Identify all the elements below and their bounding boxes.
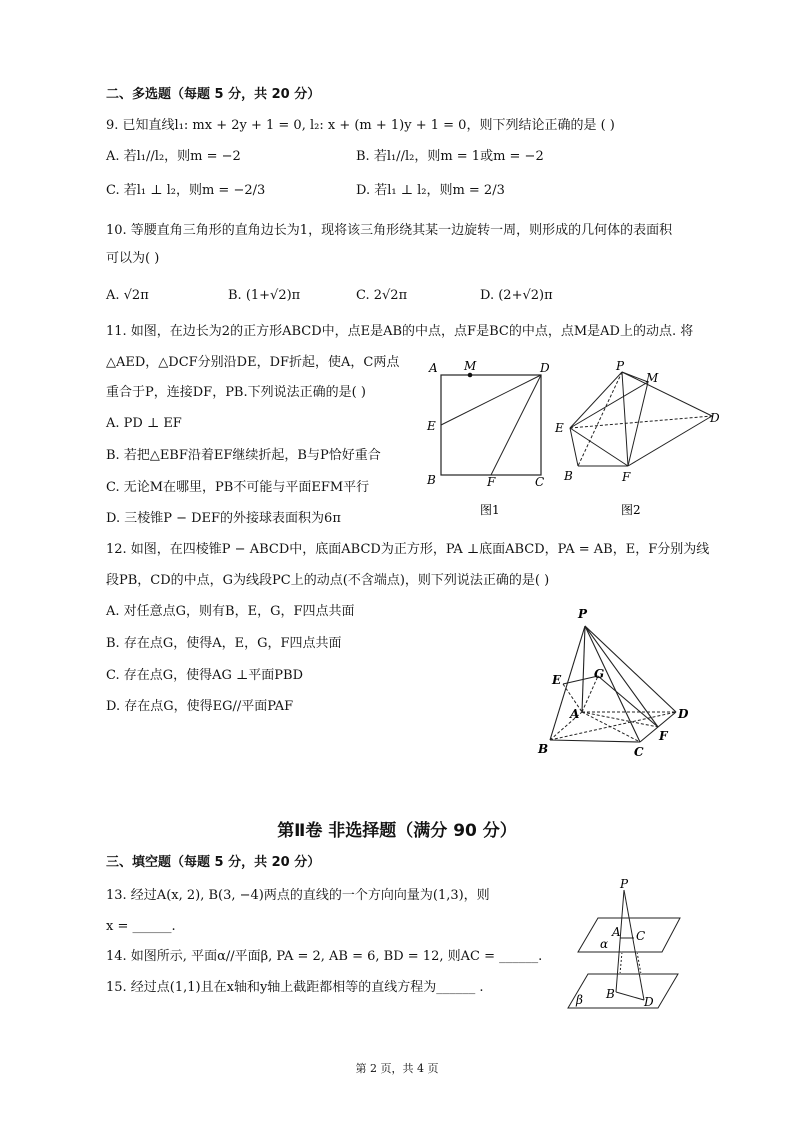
planes-label-a: A bbox=[612, 925, 621, 939]
fig2-label-p: P bbox=[616, 359, 625, 373]
question-11-stem-3: 重合于P，连接DF，PB.下列说法正确的是( ) bbox=[106, 385, 366, 400]
q12-option-c: C. 存在点G，使得AG ⊥平面PBD bbox=[106, 668, 303, 683]
q11-option-a: A. PD ⊥ EF bbox=[106, 416, 182, 431]
fig2-caption: 图2 bbox=[621, 503, 641, 517]
q10-option-a: A. √2π bbox=[106, 288, 149, 303]
fig2-label-d: D bbox=[710, 411, 720, 425]
pyramid-label-b: B bbox=[538, 742, 549, 756]
question-15: 15. 经过点(1,1)且在x轴和y轴上截距都相等的直线方程为______ . bbox=[106, 980, 484, 995]
question-13-line-1: 13. 经过A(x, 2), B(3, −4)两点的直线的一个方向向量为(1,3)，则 bbox=[106, 888, 490, 903]
planes-label-p: P bbox=[620, 877, 629, 891]
q11-option-d: D. 三棱锥P − DEF的外接球表面积为6π bbox=[106, 511, 341, 526]
planes-label-alpha: α bbox=[600, 937, 609, 951]
pyramid-label-p: P bbox=[578, 607, 588, 621]
pyramid-label-a: A bbox=[570, 707, 580, 721]
pyramid-label-c: C bbox=[634, 745, 644, 759]
planes-label-beta: β bbox=[576, 993, 583, 1007]
fig2-label-b: B bbox=[564, 469, 573, 483]
planes-label-c: C bbox=[636, 929, 646, 943]
section-title: 二、多选题（每题 5 分，共 20 分） bbox=[106, 87, 321, 102]
fig1-label-b: B bbox=[427, 473, 436, 487]
q11-option-b: B. 若把△EBF沿着EF继续折起，B与P恰好重合 bbox=[106, 448, 381, 463]
q9-option-d: D. 若l₁ ⊥ l₂，则m = 2/3 bbox=[356, 183, 505, 198]
question-13-line-2: x = ______. bbox=[106, 919, 176, 934]
fig1-label-d: D bbox=[540, 361, 550, 375]
page-footer: 第 2 页，共 4 页 bbox=[355, 1062, 439, 1075]
q10-option-b: B. (1+√2)π bbox=[228, 288, 301, 303]
question-11-stem-2: △AED，△DCF分别沿DE，DF折起，使A，C两点 bbox=[106, 355, 400, 370]
fig1-label-a: A bbox=[429, 361, 438, 375]
pyramid-label-d: D bbox=[678, 707, 689, 721]
figure-parallel-planes bbox=[560, 876, 700, 1016]
fig1-label-e: E bbox=[427, 419, 436, 433]
figure-pyramid bbox=[530, 600, 700, 760]
fig2-label-m: M bbox=[646, 371, 659, 385]
fig2-label-f: F bbox=[622, 470, 631, 484]
question-10-stem: 10. 等腰直角三角形的直角边长为1，现将该三角形绕其某一边旋转一周，则形成的几何体的表面积 bbox=[106, 223, 673, 238]
planes-label-d: D bbox=[644, 995, 654, 1009]
figure-2-folded bbox=[550, 360, 730, 520]
pyramid-label-f: F bbox=[659, 729, 668, 743]
q11-option-c: C. 无论M在哪里，PB不可能与平面EFM平行 bbox=[106, 480, 370, 495]
question-10-stem-cont: 可以为( ) bbox=[106, 251, 160, 266]
question-12-stem-2: 段PB，CD的中点，G为线段PC上的动点(不含端点)，则下列说法正确的是( ) bbox=[106, 573, 550, 588]
fig1-label-c: C bbox=[535, 475, 545, 489]
part-2-title: 第Ⅱ卷 非选择题（满分 90 分） bbox=[277, 821, 517, 841]
fig1-label-f: F bbox=[487, 475, 496, 489]
q9-option-a: A. 若l₁//l₂，则m = −2 bbox=[106, 149, 241, 164]
question-12-stem: 12. 如图，在四棱锥P − ABCD中，底面ABCD为正方形，PA ⊥底面ABCD，PA = AB，E，F分别为线 bbox=[106, 542, 710, 557]
q9-option-b: B. 若l₁//l₂，则m = 1或m = −2 bbox=[356, 149, 544, 164]
q12-option-a: A. 对任意点G，则有B，E，G，F四点共面 bbox=[106, 604, 355, 619]
q12-option-b: B. 存在点G，使得A，E，G，F四点共面 bbox=[106, 636, 342, 651]
pyramid-label-g: G bbox=[594, 667, 605, 681]
question-14: 14. 如图所示, 平面α//平面β, PA = 2, AB = 6, BD = 12, 则AC = ______. bbox=[106, 949, 543, 964]
question-11-stem: 11. 如图，在边长为2的正方形ABCD中，点E是AB的中点，点F是BC的中点，点M是AD上的动点. 将 bbox=[106, 324, 694, 339]
fig2-label-e: E bbox=[555, 421, 564, 435]
question-9-stem: 9. 已知直线l₁: mx + 2y + 1 = 0, l₂: x + (m + 1)y + 1 = 0，则下列结论正确的是 ( ) bbox=[106, 118, 615, 133]
section-3-title: 三、填空题（每题 5 分，共 20 分） bbox=[106, 855, 321, 870]
q10-option-d: D. (2+√2)π bbox=[480, 288, 553, 303]
q9-option-c: C. 若l₁ ⊥ l₂，则m = −2/3 bbox=[106, 183, 266, 198]
q12-option-d: D. 存在点G，使得EG//平面PAF bbox=[106, 699, 294, 714]
pyramid-label-e: E bbox=[552, 673, 562, 687]
planes-label-b: B bbox=[606, 987, 615, 1001]
q10-option-c: C. 2√2π bbox=[356, 288, 408, 303]
fig1-caption: 图1 bbox=[480, 503, 500, 517]
fig1-label-m: M bbox=[464, 359, 477, 373]
figure-1-square bbox=[420, 360, 560, 520]
